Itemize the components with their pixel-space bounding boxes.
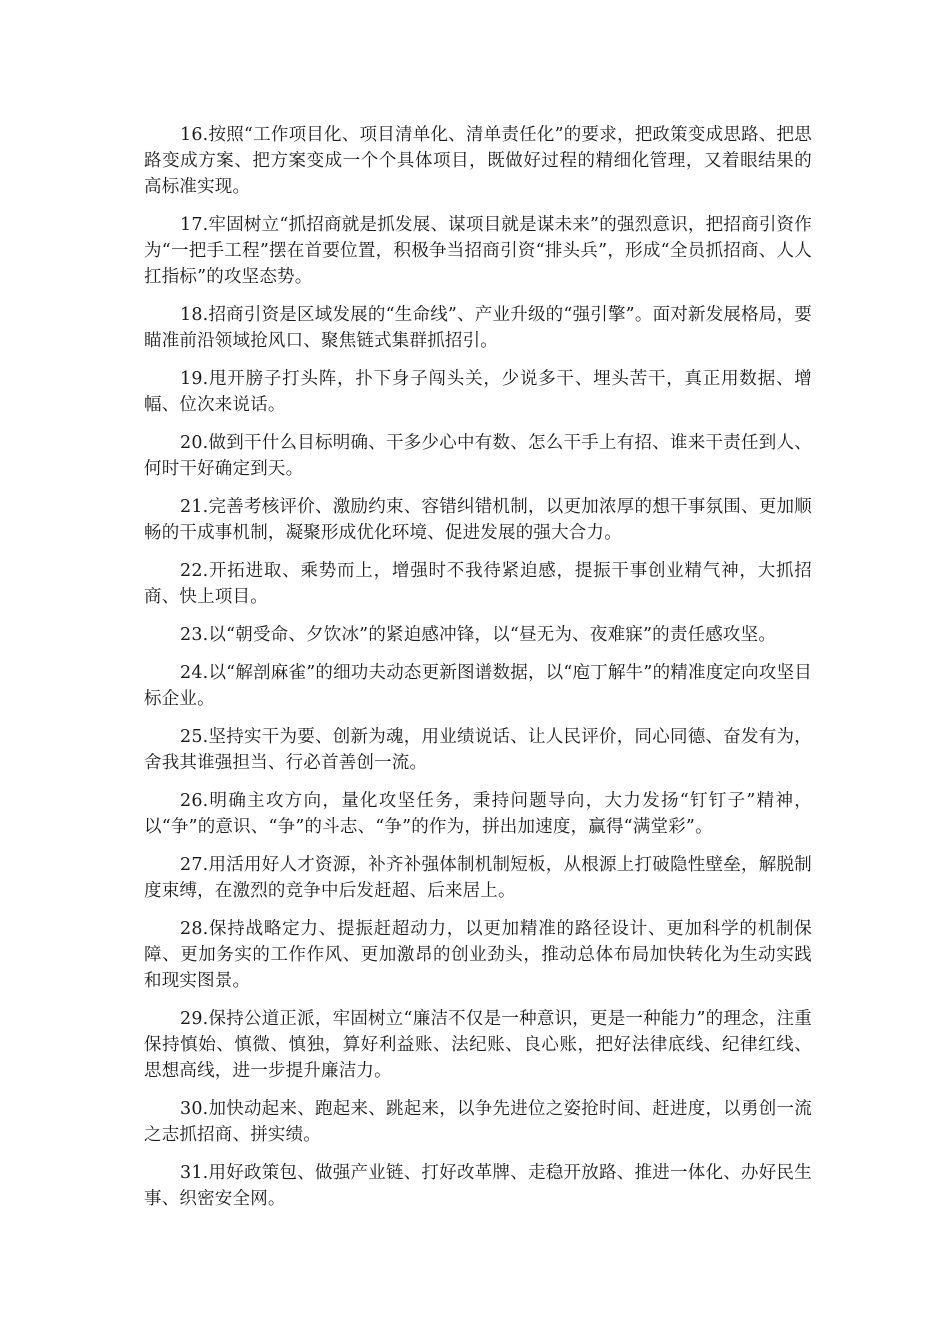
paragraph-20: 20.做到干什么目标明确、干多少心中有数、怎么干手上有招、谁来干责任到人、何时干好确定到天。 [144, 433, 812, 479]
paragraph-31: 31.用好政策包、做强产业链、打好改革牌、走稳开放路、推进一体化、办好民生事、织密安全网。 [144, 1163, 812, 1209]
paragraph-29: 29.保持公道正派，牢固树立“廉洁不仅是一种意识，更是一种能力”的理念，注重保持慎始、慎微、慎独，算好利益账、法纪账、良心账，把好法律底线、纪律红线、思想高线，进一步提升廉洁力。 [144, 1009, 812, 1081]
paragraph-23: 23.以“朝受命、夕饮冰”的紧迫感冲锋，以“昼无为、夜难寐”的责任感攻坚。 [180, 625, 777, 645]
paragraph-22: 22.开拓进取、乘势而上，增强时不我待紧迫感，提振干事创业精气神，大抓招商、快上项目。 [144, 561, 812, 607]
paragraph-27: 27.用活用好人才资源，补齐补强体制机制短板，从根源上打破隐性壁垒，解脱制度束缚，在激烈的竞争中后发赶超、后来居上。 [144, 855, 812, 901]
paragraph-28: 28.保持战略定力、提振赶超动力，以更加精准的路径设计、更加科学的机制保障、更加务实的工作作风、更加激昂的创业劲头，推动总体布局加快转化为生动实践和现实图景。 [144, 919, 812, 991]
document-body [144, 122, 812, 1224]
paragraph-18: 18.招商引资是区域发展的“生命线”、产业升级的“强引擎”。面对新发展格局，要瞄准前沿领域抢风口、聚焦链式集群抓招引。 [144, 305, 812, 351]
paragraph-17: 17.牢固树立“抓招商就是抓发展、谋项目就是谋未来”的强烈意识，把招商引资作为“一把手工程”摆在首要位置，积极争当招商引资“排头兵”，形成“全员抓招商、人人扛指标”的攻坚态势。 [144, 215, 812, 287]
paragraph-19: 19.甩开膀子打头阵，扑下身子闯头关，少说多干、埋头苦干，真正用数据、增幅、位次来说话。 [144, 369, 812, 415]
paragraph-30: 30.加快动起来、跑起来、跳起来，以争先进位之姿抢时间、赶进度，以勇创一流之志抓招商、拼实绩。 [144, 1099, 812, 1145]
paragraph-16: 16.按照“工作项目化、项目清单化、清单责任化”的要求，把政策变成思路、把思路变成方案、把方案变成一个个具体项目，既做好过程的精细化管理，又着眼结果的高标准实现。 [144, 125, 812, 197]
paragraph-25: 25.坚持实干为要、创新为魂，用业绩说话、让人民评价，同心同德、奋发有为，舍我其谁强担当、行必首善创一流。 [144, 727, 812, 773]
paragraph-26: 26.明确主攻方向，量化攻坚任务，秉持问题导向，大力发扬“钉钉子”精神，以“争”的意识、“争”的斗志、“争”的作为，拼出加速度，赢得“满堂彩”。 [144, 791, 812, 837]
paragraph-24: 24.以“解剖麻雀”的细功夫动态更新图谱数据，以“庖丁解牛”的精准度定向攻坚目标企业。 [144, 663, 812, 709]
paragraph-21: 21.完善考核评价、激励约束、容错纠错机制，以更加浓厚的想干事氛围、更加顺畅的干成事机制，凝聚形成优化环境、促进发展的强大合力。 [144, 497, 812, 543]
